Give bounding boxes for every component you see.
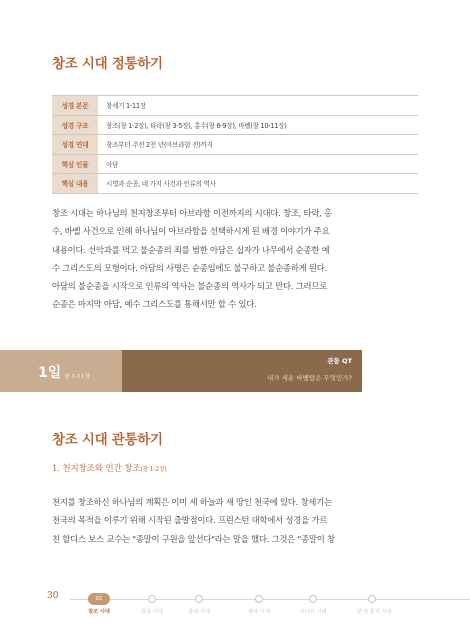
text-line: 천지를 창조하신 하나님의 계획은 이미 세 하늘과 새 땅인 천국에 있다. 창세기는 [52,497,332,507]
qt-title: 관통 QT [327,357,352,365]
body-paragraph [52,493,420,548]
subsection-title: 1. 천지창조와 인간 창조 [52,464,141,474]
row-label: 핵심 인물 [52,154,98,174]
text-line: 수 그리스도의 모형이다. 아담의 사명은 순종임에도 불구하고 불순종하게 된다. [52,262,328,273]
row-value: 창조부터 주전 2천 년(아브라함 전)까지 [98,135,418,155]
subsection-heading [52,462,167,474]
qt-question: 내가 세운 바벨탑은 무엇인가? [267,374,352,382]
intro-paragraph [52,204,420,314]
text-line: 내용이다. 선악과를 먹고 불순종의 죄를 범한 아담은 십자가 나무에서 순종한 예 [52,244,330,255]
timeline-dot[interactable] [309,595,317,603]
timeline-label[interactable]: 족장 시대 [141,609,163,615]
row-value: 창조(창 1-2장), 타락(창 3-5장), 홍수(창 6-9장), 바벨(창 10-11장) [98,115,418,135]
text-line: 수, 바벨 사건으로 인해 하나님이 아브라함을 선택하시게 된 배경 이야기가 주요 [52,226,330,237]
day-label: 1일 [38,365,62,381]
row-label: 성경 연대 [52,135,98,155]
timeline-dot[interactable] [148,595,156,603]
timeline-label-creation[interactable]: 창조 시대 [88,609,110,615]
page-title: 창조 시대 정통하기 [52,56,163,72]
row-value: 아담 [98,154,418,174]
section-title: 창조 시대 관통하기 [52,432,163,448]
summary-table [52,95,418,194]
footer-timeline-line [70,599,470,600]
table-row [52,115,418,135]
table-row [52,135,418,155]
timeline-label[interactable]: 왕 정 통치 시대 [356,609,392,615]
text-line: 천국의 목적을 이루기 위해 시작된 출발점이다. 프린스턴 대학에서 성경을 가르 [52,515,328,526]
row-label: 성경 구조 [52,115,98,135]
text-line: 아담의 불순종을 시작으로 인류의 역사는 불순종의 역사가 되고 만다. 그러므로 [52,281,328,292]
row-label: 성경 본문 [52,96,98,116]
timeline-dot[interactable] [255,595,263,603]
row-value: 시명과 순종, 네 가지 사건과 인류의 역사 [98,174,418,194]
day-range: 창 1-11장 [64,374,91,380]
timeline-label[interactable]: 출애 시대 [188,609,210,615]
text-line: 창조 시대는 하나님의 천지창조부터 아브라함 이전까지의 시대다. 창조, 타락, 홍 [52,208,332,218]
subsection-reference: (창 1-2장) [140,466,167,473]
table-row [52,96,418,116]
table-row [52,154,418,174]
timeline-active-marker[interactable]: 01 [88,593,110,605]
text-line: 순종은 마지막 아담, 예수 그리스도를 통해서만 할 수 있다. [52,299,257,310]
table-row [52,174,418,194]
timeline-dot[interactable] [195,595,203,603]
text-line: 친 할디스 보스 교수는 "종말이 구원을 앞선다"라는 말을 했다. 그것은 "종말이 창 [52,533,335,544]
row-value: 창세기 1-11장 [98,96,418,116]
timeline-dot[interactable] [368,595,376,603]
row-label: 핵심 내용 [52,174,98,194]
timeline-label[interactable]: 광야 시대 [248,609,270,615]
timeline-label[interactable]: 가나안 시대 [299,609,327,615]
page-number: 30 [47,591,59,601]
